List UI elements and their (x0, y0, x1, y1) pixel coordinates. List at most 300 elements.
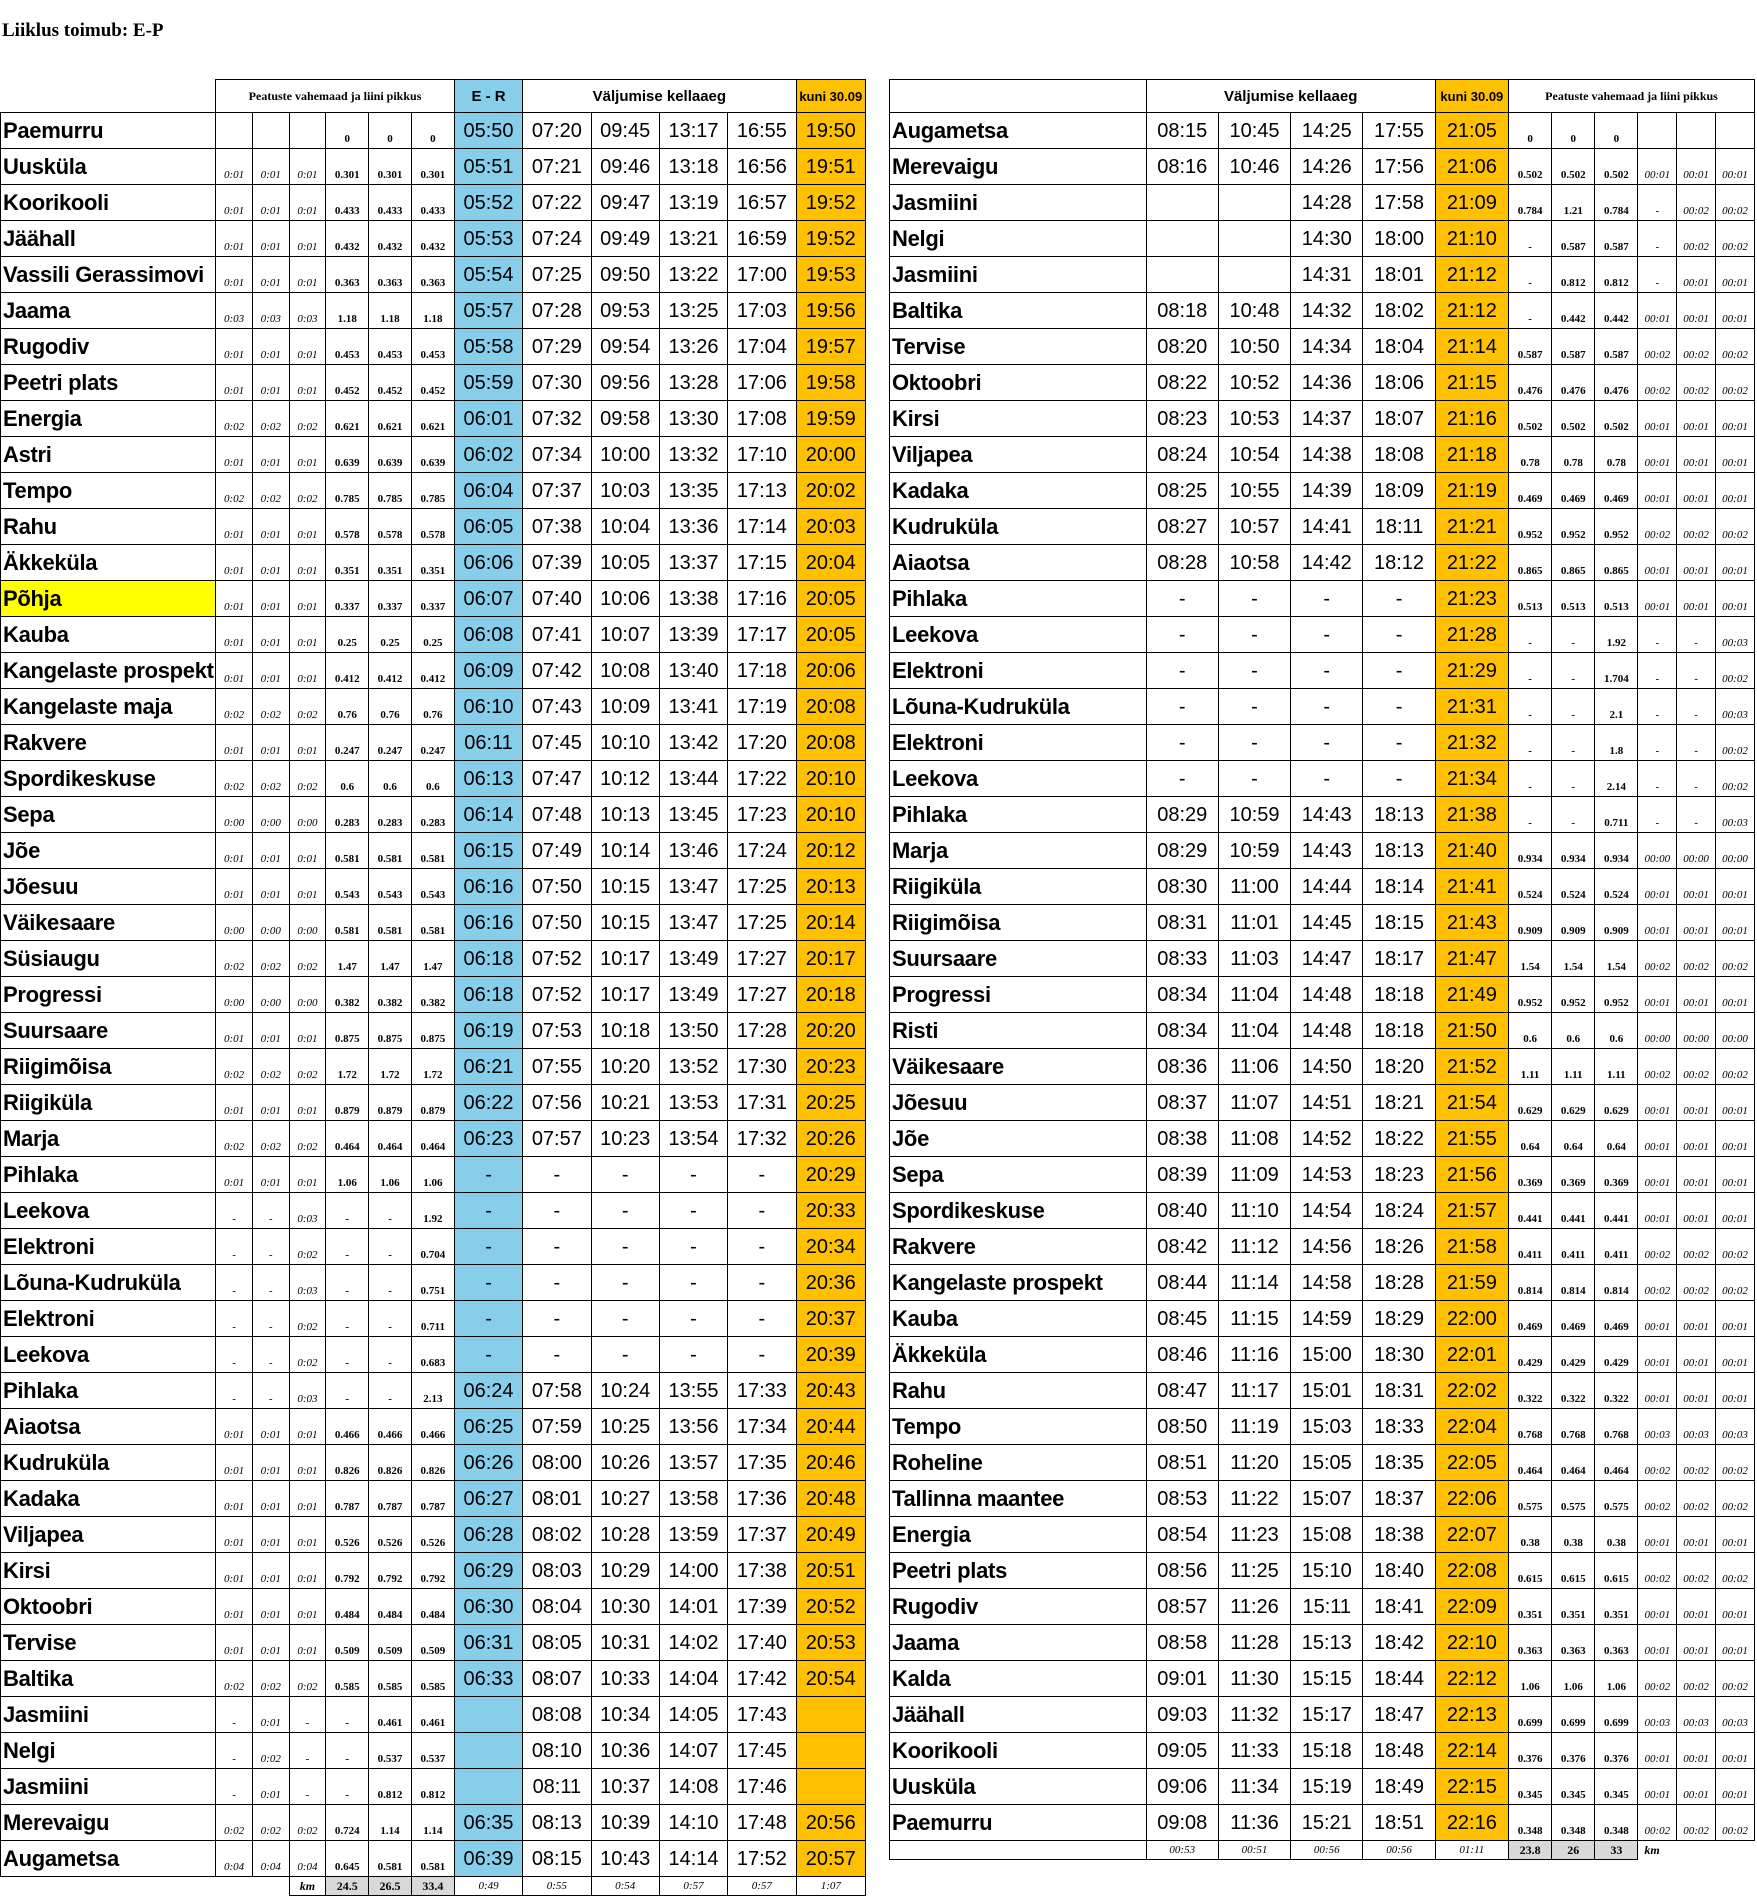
segment-time: 00:01 (1677, 545, 1716, 581)
segment-time: 0:02 (216, 401, 253, 437)
departure-time: 17:40 (728, 1625, 796, 1661)
departure-time: 14:36 (1291, 365, 1363, 401)
stop-name: Paemurru (1, 113, 216, 149)
segment-time: 0:01 (289, 257, 326, 293)
er-time: 06:06 (454, 545, 522, 581)
table-row (1, 1805, 866, 1841)
footer-row (890, 1841, 1755, 1860)
stop-name: Pihlaka (1, 1373, 216, 1409)
table-row (890, 1157, 1755, 1193)
segment-time: 00:02 (1677, 1481, 1716, 1517)
until-time: 21:16 (1435, 401, 1508, 437)
segment-time: 00:03 (1677, 1697, 1716, 1733)
until-time: 20:49 (796, 1517, 865, 1553)
departure-time: 18:44 (1363, 1661, 1435, 1697)
er-time: 06:15 (454, 833, 522, 869)
segment-distance: 0.787 (326, 1481, 369, 1517)
departure-time: 18:30 (1363, 1337, 1435, 1373)
stop-name: Rahu (890, 1373, 1147, 1409)
departure-time: 13:55 (659, 1373, 727, 1409)
segment-distance: - (1509, 689, 1552, 725)
segment-distance: 0.351 (326, 545, 369, 581)
segment-time: - (1677, 797, 1716, 833)
segment-distance: 0.909 (1595, 905, 1638, 941)
segment-distance: 0.524 (1595, 869, 1638, 905)
segment-time: 00:01 (1638, 401, 1677, 437)
footer-blank (1677, 1841, 1716, 1860)
departure-time: 18:47 (1363, 1697, 1435, 1733)
departure-time: 11:04 (1218, 1013, 1290, 1049)
segment-distance: 0.812 (411, 1769, 454, 1805)
departure-time (1218, 185, 1290, 221)
until-time: 21:47 (1435, 941, 1508, 977)
departure-time: 09:58 (591, 401, 659, 437)
departure-time: 17:31 (728, 1085, 796, 1121)
segment-time: 00:01 (1638, 581, 1677, 617)
er-time: - (454, 1193, 522, 1229)
departure-time: 18:22 (1363, 1121, 1435, 1157)
segment-time: 00:02 (1638, 329, 1677, 365)
segment-time: 00:01 (1638, 149, 1677, 185)
segment-distance: - (1552, 797, 1595, 833)
segment-time: 00:01 (1716, 1373, 1755, 1409)
departure-time: - (1218, 725, 1290, 761)
segment-distance: 0.865 (1595, 545, 1638, 581)
segment-time: 00:01 (1716, 473, 1755, 509)
segment-time: 0:01 (289, 329, 326, 365)
segment-distance: - (326, 1229, 369, 1265)
until-time: 22:16 (1435, 1805, 1508, 1841)
stop-name: Lõuna-Kudruküla (1, 1265, 216, 1301)
departure-time: 10:04 (591, 509, 659, 545)
departure-time: 07:43 (523, 689, 591, 725)
segment-distance: 0.382 (411, 977, 454, 1013)
table-row (890, 869, 1755, 905)
stop-name: Merevaigu (1, 1805, 216, 1841)
segment-time: 00:01 (1638, 1193, 1677, 1229)
segment-distance: 0.376 (1552, 1733, 1595, 1769)
until-time: 21:43 (1435, 905, 1508, 941)
until-time: 19:58 (796, 365, 865, 401)
until-time: 21:09 (1435, 185, 1508, 221)
segment-distance: 0.337 (369, 581, 412, 617)
departure-time: 14:38 (1291, 437, 1363, 473)
segment-distance: 0.351 (369, 545, 412, 581)
segment-time: 0:01 (289, 1553, 326, 1589)
departure-time: 18:20 (1363, 1049, 1435, 1085)
segment-distance: 0.453 (326, 329, 369, 365)
stop-name: Tallinna maantee (890, 1481, 1147, 1517)
departure-time: 10:48 (1218, 293, 1290, 329)
segment-time: - (1638, 221, 1677, 257)
departure-time: - (1291, 689, 1363, 725)
segment-time: 0:00 (216, 905, 253, 941)
segment-distance: 0.442 (1595, 293, 1638, 329)
departure-time: 18:09 (1363, 473, 1435, 509)
segment-distance: 0.812 (1595, 257, 1638, 293)
until-time: 22:13 (1435, 1697, 1508, 1733)
segment-distance: 0.543 (326, 869, 369, 905)
segment-time (216, 113, 253, 149)
segment-distance: 0.363 (369, 257, 412, 293)
departure-time: 07:50 (523, 869, 591, 905)
departure-time: - (1291, 617, 1363, 653)
er-time: 06:10 (454, 689, 522, 725)
segment-time: - (289, 1733, 326, 1769)
until-time: 20:56 (796, 1805, 865, 1841)
segment-distance: 0.476 (1509, 365, 1552, 401)
departure-time: 18:12 (1363, 545, 1435, 581)
segment-distance: 0.452 (326, 365, 369, 401)
segment-distance: 0.247 (411, 725, 454, 761)
segment-distance: 1.47 (326, 941, 369, 977)
departure-time: 18:51 (1363, 1805, 1435, 1841)
departure-time: 17:36 (728, 1481, 796, 1517)
departure-time: 18:06 (1363, 365, 1435, 401)
departure-time: 17:48 (728, 1805, 796, 1841)
until-time: 19:56 (796, 293, 865, 329)
trip-duration: 0:57 (659, 1877, 727, 1896)
segment-distance: 0.621 (326, 401, 369, 437)
segment-time: 00:01 (1677, 1589, 1716, 1625)
departure-time (1146, 221, 1218, 257)
departure-time: 17:43 (728, 1697, 796, 1733)
trip-duration: 0:55 (523, 1877, 591, 1896)
table-row (1, 1301, 866, 1337)
segment-time: 0:01 (216, 1409, 253, 1445)
departure-time: - (591, 1301, 659, 1337)
segment-distance: 1.54 (1595, 941, 1638, 977)
distances-header: Peatuste vahemaad ja liini pikkus (1509, 80, 1755, 113)
segment-time: 00:03 (1716, 617, 1755, 653)
departure-time: 15:15 (1291, 1661, 1363, 1697)
table-row (890, 437, 1755, 473)
table-row (1, 401, 866, 437)
departure-time: - (1363, 653, 1435, 689)
stop-name: Jõesuu (1, 869, 216, 905)
segment-distance: 0.476 (1552, 365, 1595, 401)
segment-time (1677, 113, 1716, 149)
er-time: 06:29 (454, 1553, 522, 1589)
stop-name: Progressi (890, 977, 1147, 1013)
departure-time: - (1146, 653, 1218, 689)
segment-time: 0:02 (289, 689, 326, 725)
departure-time: 13:28 (659, 365, 727, 401)
departure-time: 10:17 (591, 977, 659, 1013)
departure-time: 17:28 (728, 1013, 796, 1049)
segment-distance: 0.699 (1509, 1697, 1552, 1733)
departure-time: 18:33 (1363, 1409, 1435, 1445)
stop-name: Viljapea (1, 1517, 216, 1553)
until-time: 20:43 (796, 1373, 865, 1409)
segment-time: 0:01 (252, 581, 289, 617)
segment-distance: 0 (411, 113, 454, 149)
departure-time: 11:23 (1218, 1517, 1290, 1553)
segment-time: 00:02 (1677, 185, 1716, 221)
segment-time: 00:01 (1716, 293, 1755, 329)
segment-distance: 0.543 (411, 869, 454, 905)
segment-time: 0:01 (216, 221, 253, 257)
segment-distance: 0.578 (411, 509, 454, 545)
departure-time: 18:24 (1363, 1193, 1435, 1229)
segment-time: 00:02 (1716, 1265, 1755, 1301)
segment-time: 00:02 (1677, 365, 1716, 401)
departure-time: - (1218, 617, 1290, 653)
departure-time: 11:26 (1218, 1589, 1290, 1625)
stop-name: Spordikeskuse (1, 761, 216, 797)
departure-time: 11:12 (1218, 1229, 1290, 1265)
until-time: 21:12 (1435, 293, 1508, 329)
table-row (890, 1769, 1755, 1805)
departure-time: 17:58 (1363, 185, 1435, 221)
departure-time: 10:46 (1218, 149, 1290, 185)
departure-time: 14:43 (1291, 833, 1363, 869)
departure-time: 11:16 (1218, 1337, 1290, 1373)
segment-distance: 0.699 (1552, 1697, 1595, 1733)
segment-distance: 0.509 (326, 1625, 369, 1661)
segment-distance: 0.469 (1552, 1301, 1595, 1337)
departure-time: - (659, 1229, 727, 1265)
departure-time: 08:45 (1146, 1301, 1218, 1337)
segment-distance: 0.792 (326, 1553, 369, 1589)
until-time: 21:22 (1435, 545, 1508, 581)
departure-time: 08:07 (523, 1661, 591, 1697)
until-time: 19:52 (796, 221, 865, 257)
departure-time: 09:53 (591, 293, 659, 329)
departure-time: 07:52 (523, 941, 591, 977)
until-time: 22:10 (1435, 1625, 1508, 1661)
segment-time: 00:01 (1716, 977, 1755, 1013)
segment-distance: 0.283 (411, 797, 454, 833)
table-row (890, 1085, 1755, 1121)
segment-distance: 0.351 (411, 545, 454, 581)
segment-distance: 0.768 (1509, 1409, 1552, 1445)
departure-time: 08:04 (523, 1589, 591, 1625)
departure-time: - (1291, 725, 1363, 761)
segment-distance: 0.6 (1595, 1013, 1638, 1049)
departure-time: 11:03 (1218, 941, 1290, 977)
until-time: 21:19 (1435, 473, 1508, 509)
departure-time: 08:57 (1146, 1589, 1218, 1625)
stop-name: Elektroni (1, 1301, 216, 1337)
stop-name: Kudruküla (1, 1445, 216, 1481)
segment-time: 0:00 (216, 977, 253, 1013)
segment-distance: 0 (369, 113, 412, 149)
segment-distance: 0.502 (1509, 149, 1552, 185)
departure-time: 09:54 (591, 329, 659, 365)
until-time: 22:04 (1435, 1409, 1508, 1445)
table-row (890, 473, 1755, 509)
segment-distance: 0.301 (326, 149, 369, 185)
departure-time: 17:04 (728, 329, 796, 365)
departure-time: 13:36 (659, 509, 727, 545)
segment-time: 00:01 (1677, 977, 1716, 1013)
departure-time: 07:50 (523, 905, 591, 941)
segment-time: 00:01 (1677, 1625, 1716, 1661)
segment-distance: 0.283 (369, 797, 412, 833)
departure-time: 14:50 (1291, 1049, 1363, 1085)
departure-time: 17:13 (728, 473, 796, 509)
departure-time: 17:17 (728, 617, 796, 653)
segment-time: - (252, 1301, 289, 1337)
segment-time: 00:01 (1638, 1769, 1677, 1805)
table-row (890, 1697, 1755, 1733)
segment-distance: 0.6 (411, 761, 454, 797)
departure-time: - (523, 1229, 591, 1265)
departure-time: 16:59 (728, 221, 796, 257)
table-row (890, 1733, 1755, 1769)
until-time: 22:05 (1435, 1445, 1508, 1481)
stop-name: Suursaare (890, 941, 1147, 977)
segment-time: 0:01 (252, 365, 289, 401)
table-row (890, 797, 1755, 833)
table-row (1, 545, 866, 581)
until-time: 21:29 (1435, 653, 1508, 689)
departure-time: 07:47 (523, 761, 591, 797)
segment-time: 0:01 (289, 1445, 326, 1481)
segment-time: 00:02 (1716, 365, 1755, 401)
departure-time: 10:52 (1218, 365, 1290, 401)
departure-time: 18:38 (1363, 1517, 1435, 1553)
table-row (890, 1373, 1755, 1409)
er-time: 06:04 (454, 473, 522, 509)
departure-time: 15:08 (1291, 1517, 1363, 1553)
departure-time (1218, 221, 1290, 257)
departure-time: 13:30 (659, 401, 727, 437)
departure-time: 17:18 (728, 653, 796, 689)
segment-time: 00:02 (1638, 365, 1677, 401)
segment-distance: 0.351 (1552, 1589, 1595, 1625)
table-row (890, 1805, 1755, 1841)
until-time: 22:06 (1435, 1481, 1508, 1517)
segment-distance: 0.464 (369, 1121, 412, 1157)
departure-time: 07:29 (523, 329, 591, 365)
departure-time: 08:39 (1146, 1157, 1218, 1193)
segment-time: 00:02 (1638, 1049, 1677, 1085)
departure-time: 14:39 (1291, 473, 1363, 509)
footer-row (1, 1877, 866, 1896)
departure-time: 13:57 (659, 1445, 727, 1481)
departure-time: 17:56 (1363, 149, 1435, 185)
segment-distance: 1.18 (326, 293, 369, 329)
segment-time: 00:02 (1716, 941, 1755, 977)
segment-distance: 0.376 (1595, 1733, 1638, 1769)
segment-distance: 0.587 (1552, 329, 1595, 365)
segment-time: 0:01 (216, 1157, 253, 1193)
segment-time: 0:01 (252, 1409, 289, 1445)
departure-time: 08:15 (1146, 113, 1218, 149)
segment-distance: 0.466 (369, 1409, 412, 1445)
departure-time: 13:17 (659, 113, 727, 149)
segment-time: 00:01 (1677, 1769, 1716, 1805)
segment-time (1638, 113, 1677, 149)
table-row (1, 221, 866, 257)
departure-time: 07:25 (523, 257, 591, 293)
segment-time: 00:01 (1677, 149, 1716, 185)
stop-name: Nelgi (890, 221, 1147, 257)
segment-distance: 0.785 (369, 473, 412, 509)
departure-time: 13:54 (659, 1121, 727, 1157)
segment-time: - (289, 1769, 326, 1805)
departure-time: - (1363, 725, 1435, 761)
segment-time: 00:01 (1716, 1337, 1755, 1373)
until-time: 22:08 (1435, 1553, 1508, 1589)
segment-distance: 0.337 (411, 581, 454, 617)
segment-time: 00:01 (1716, 1301, 1755, 1337)
segment-distance: 0.875 (411, 1013, 454, 1049)
segment-distance: 0.787 (411, 1481, 454, 1517)
stop-name: Aiaotsa (1, 1409, 216, 1445)
segment-time: 00:01 (1716, 905, 1755, 941)
segment-time: 0:01 (252, 185, 289, 221)
departure-time: 17:33 (728, 1373, 796, 1409)
departure-time: 15:10 (1291, 1553, 1363, 1589)
segment-distance: 0.792 (411, 1553, 454, 1589)
departure-time: 10:33 (591, 1661, 659, 1697)
departure-time: 08:56 (1146, 1553, 1218, 1589)
segment-time (289, 113, 326, 149)
departure-time: 08:05 (523, 1625, 591, 1661)
segment-time: 00:01 (1716, 1085, 1755, 1121)
table-row (890, 509, 1755, 545)
segment-time: 0:01 (252, 1013, 289, 1049)
segment-distance: 0.363 (326, 257, 369, 293)
departure-time: 13:56 (659, 1409, 727, 1445)
segment-distance: 0.345 (1552, 1769, 1595, 1805)
segment-distance: 1.11 (1595, 1049, 1638, 1085)
departure-time: 08:23 (1146, 401, 1218, 437)
segment-distance: 0.6 (326, 761, 369, 797)
departure-time: 07:32 (523, 401, 591, 437)
until-time: 20:46 (796, 1445, 865, 1481)
departure-time: 18:13 (1363, 797, 1435, 833)
footer-blank (890, 1841, 1147, 1860)
until-time: 19:50 (796, 113, 865, 149)
departure-time: 11:19 (1218, 1409, 1290, 1445)
segment-distance: 0.345 (1509, 1769, 1552, 1805)
departure-time: - (523, 1337, 591, 1373)
table-row (890, 545, 1755, 581)
segment-distance: 0.585 (369, 1661, 412, 1697)
table-row (890, 581, 1755, 617)
departure-time: 13:47 (659, 905, 727, 941)
departure-time: 17:20 (728, 725, 796, 761)
departure-time: 08:08 (523, 1697, 591, 1733)
table-row (890, 905, 1755, 941)
segment-time: 0:00 (289, 797, 326, 833)
departure-time: 08:27 (1146, 509, 1218, 545)
segment-distance: 0.484 (326, 1589, 369, 1625)
segment-time: 00:02 (1716, 653, 1755, 689)
segment-time: 0:01 (216, 1481, 253, 1517)
segment-distance: 0.879 (369, 1085, 412, 1121)
table-row (1, 365, 866, 401)
segment-time: 00:02 (1638, 1229, 1677, 1265)
stop-name: Energia (890, 1517, 1147, 1553)
segment-time: 0:02 (252, 941, 289, 977)
segment-time: 0:02 (216, 1121, 253, 1157)
segment-distance: 2.13 (411, 1373, 454, 1409)
departure-time: - (659, 1157, 727, 1193)
stop-name: Suursaare (1, 1013, 216, 1049)
er-time: 06:31 (454, 1625, 522, 1661)
segment-time: 0:01 (252, 1445, 289, 1481)
segment-distance: 0.64 (1509, 1121, 1552, 1157)
until-time: 20:02 (796, 473, 865, 509)
segment-distance: 0.429 (1552, 1337, 1595, 1373)
segment-distance: 0.639 (411, 437, 454, 473)
departure-time: - (523, 1301, 591, 1337)
